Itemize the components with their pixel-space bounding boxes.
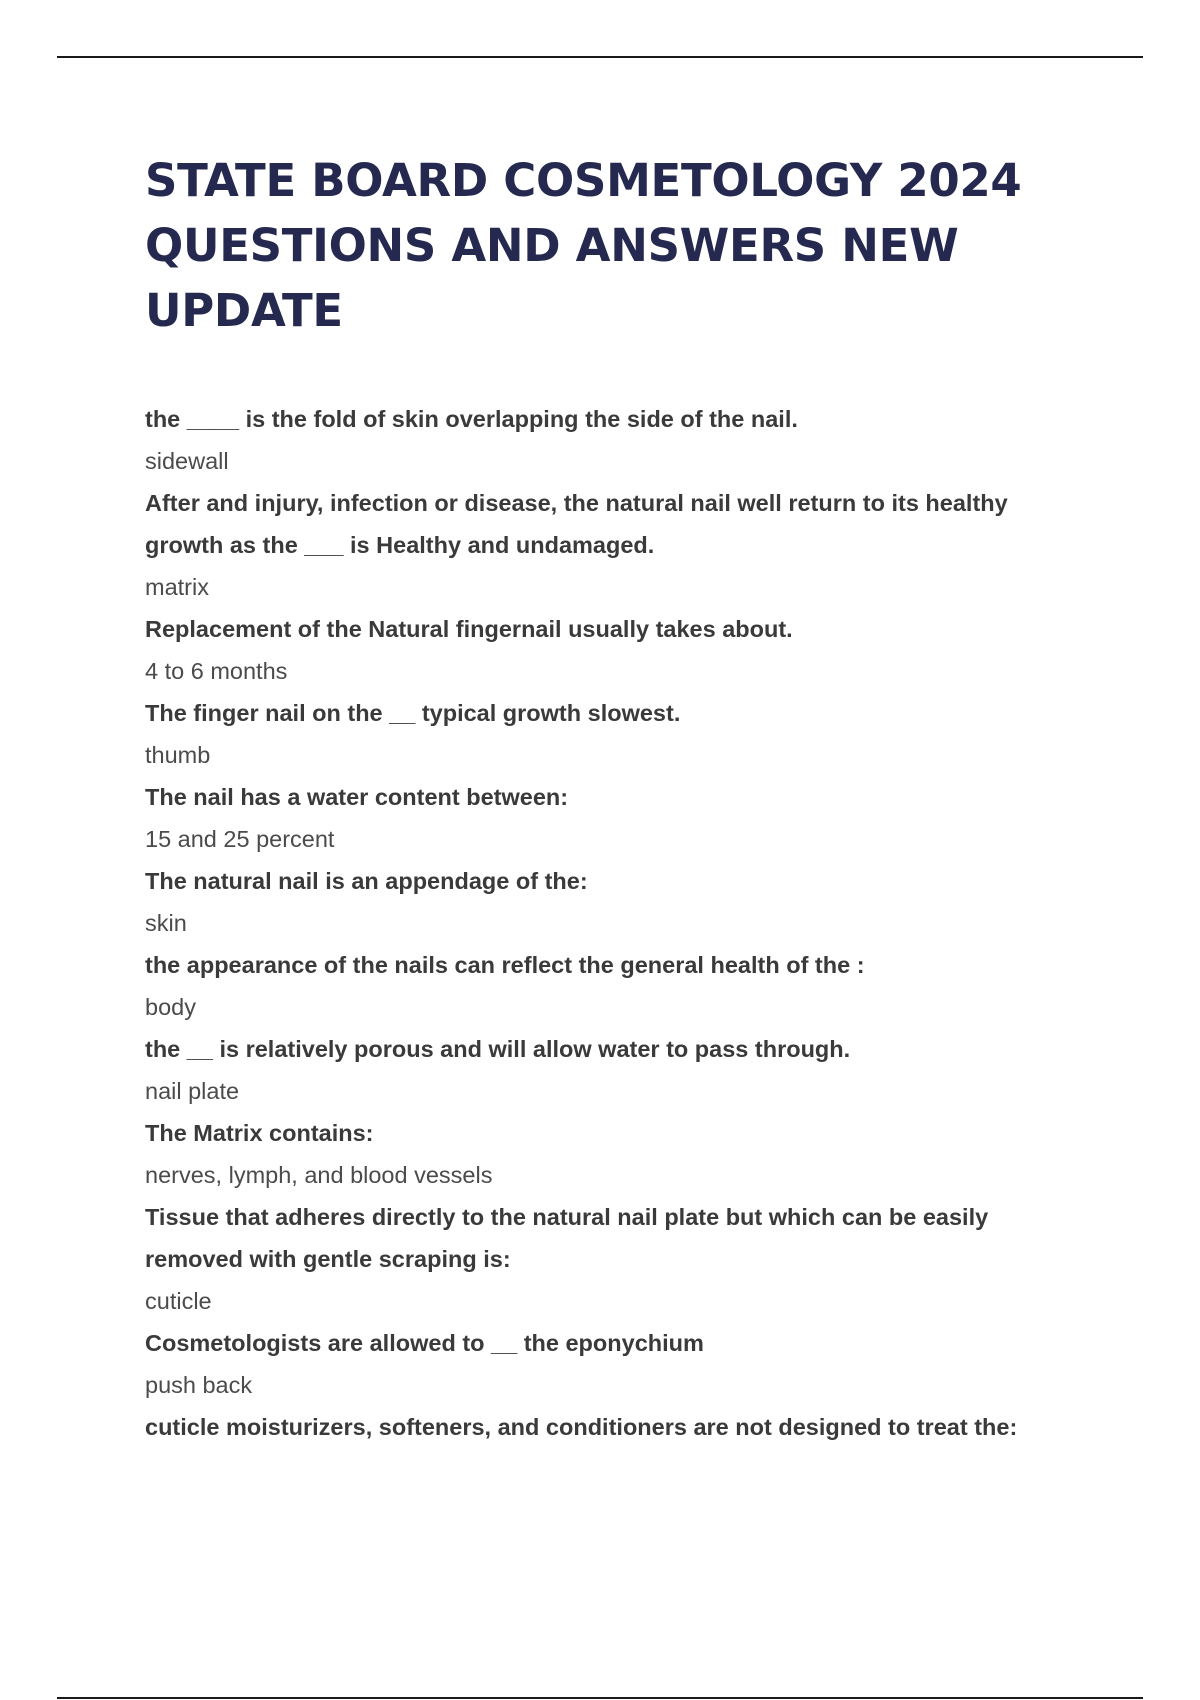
answer-text: body bbox=[145, 994, 196, 1020]
footer-rule bbox=[57, 1697, 1143, 1699]
question-text: Replacement of the Natural fingernail usually takes about. bbox=[145, 616, 793, 642]
question-text: Cosmetologists are allowed to __ the eponychium bbox=[145, 1330, 704, 1356]
qa-item bbox=[145, 608, 1075, 692]
question-text: the appearance of the nails can reflect the general health of the : bbox=[145, 952, 865, 978]
question-text: cuticle moisturizers, softeners, and conditioners are not designed to treat the: bbox=[145, 1414, 1018, 1440]
qa-item bbox=[145, 1406, 1075, 1448]
header-rule bbox=[57, 56, 1143, 58]
question-text: the ____ is the fold of skin overlapping the side of the nail. bbox=[145, 406, 798, 432]
question-text: The natural nail is an appendage of the: bbox=[145, 868, 588, 894]
qa-item bbox=[145, 1196, 1075, 1322]
qa-item bbox=[145, 1322, 1075, 1406]
answer-text: nerves, lymph, and blood vessels bbox=[145, 1162, 493, 1188]
answer-text: skin bbox=[145, 910, 187, 936]
qa-item bbox=[145, 944, 1075, 1028]
answer-text: cuticle bbox=[145, 1288, 212, 1314]
question-text: The finger nail on the __ typical growth slowest. bbox=[145, 700, 681, 726]
question-text: The Matrix contains: bbox=[145, 1120, 374, 1146]
qa-item bbox=[145, 860, 1075, 944]
qa-item bbox=[145, 1112, 1075, 1196]
question-text: Tissue that adheres directly to the natural nail plate but which can be easily removed with gentle scraping is: bbox=[145, 1204, 989, 1272]
qa-list bbox=[145, 398, 1075, 1448]
answer-text: 4 to 6 months bbox=[145, 658, 288, 684]
qa-item bbox=[145, 692, 1075, 776]
answer-text: sidewall bbox=[145, 448, 229, 474]
answer-text: nail plate bbox=[145, 1078, 240, 1104]
answer-text: push back bbox=[145, 1372, 253, 1398]
answer-text: matrix bbox=[145, 574, 209, 600]
answer-text: 15 and 25 percent bbox=[145, 826, 335, 852]
question-text: After and injury, infection or disease, the natural nail well return to its healthy growth as the ___ is Healthy and undamaged. bbox=[145, 490, 1008, 558]
question-text: the __ is relatively porous and will allow water to pass through. bbox=[145, 1036, 851, 1062]
document-title: STATE BOARD COSMETOLOGY 2024 QUESTIONS AND ANSWERS NEW UPDATE bbox=[145, 154, 1022, 337]
qa-item bbox=[145, 1028, 1075, 1112]
answer-text: thumb bbox=[145, 742, 211, 768]
qa-item bbox=[145, 776, 1075, 860]
qa-item bbox=[145, 482, 1075, 608]
question-text: The nail has a water content between: bbox=[145, 784, 569, 810]
qa-item bbox=[145, 398, 1075, 482]
